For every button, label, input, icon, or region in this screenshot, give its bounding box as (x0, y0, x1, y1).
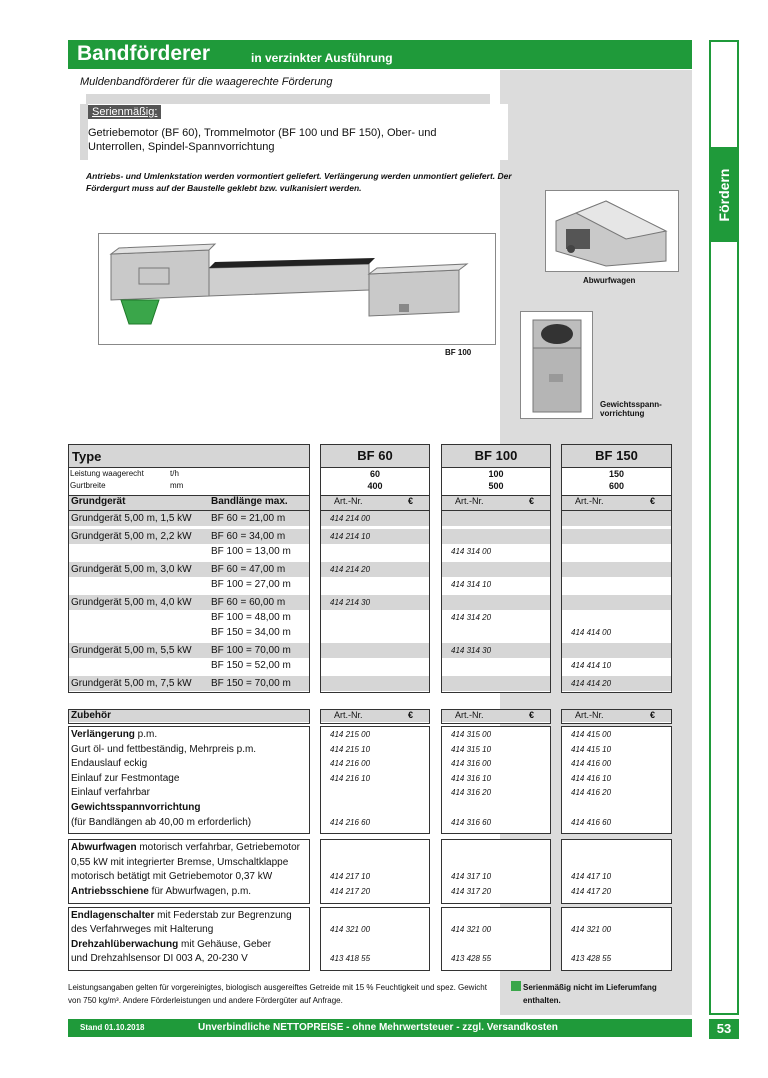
table1-art-nr: 414 214 00 (330, 514, 371, 523)
abwurf-block-row-rest: 0,55 kW mit integrierter Bremse, Umschaltklappe (71, 856, 289, 868)
euro-label-0: € (408, 496, 414, 506)
abwurf-block-art-nr: 414 417 10 (571, 872, 612, 882)
table1-type-header (69, 445, 309, 468)
zubehoer-block-art-nr: 414 415 00 (571, 730, 612, 739)
zubehoer-block-row-text (71, 817, 251, 828)
euro-label-1: € (529, 496, 535, 506)
art-label-0: Art.-Nr. (334, 496, 363, 506)
zubehoer-block-row-rest: Einlauf zur Festmontage (71, 772, 180, 784)
table1-row-name: Grundgerät 5,00 m, 7,5 kW (71, 678, 192, 689)
euro-label: € (650, 710, 656, 720)
table1-art-nr: 414 314 30 (451, 646, 492, 655)
gurtbreite-value-0: 400 (367, 481, 383, 491)
zubehoer-block-row-bold: Verlängerung (71, 729, 135, 740)
table1-row-length: BF 60 = 21,00 m (211, 513, 286, 524)
zubehoer-block-art-nr: 414 316 20 (451, 788, 492, 798)
leistung-label: Leistung waagerecht (70, 469, 144, 478)
type-label: Type (72, 449, 102, 464)
endlagen-block-row-bold: Endlagenschalter (71, 909, 155, 921)
endlagen-block-row-rest: des Verfahrweges mit Halterung (71, 924, 214, 936)
zubehoer-block-art-nr: 414 315 10 (451, 744, 492, 754)
table1-row-length: BF 100 = 48,00 m (211, 612, 291, 623)
abwurf-block-art-nr: 414 317 20 (451, 887, 492, 896)
endlagen-block-row-text (71, 910, 292, 921)
table1-cell-shade (562, 529, 671, 544)
table1-row-name: Grundgerät 5,00 m, 2,2 kW (71, 531, 192, 542)
art-label: Art.-Nr. (334, 710, 363, 720)
table1-art-nr: 414 414 20 (571, 679, 612, 688)
abwurfwagen-image (545, 190, 679, 272)
endlagen-block-row-bold: Drehzahlüberwachung (71, 938, 179, 950)
abwurf-block-row-bold: Antriebsschiene (71, 886, 149, 897)
art-label-2: Art.-Nr. (575, 496, 604, 506)
endlagen-block-art-nr: 413 428 55 (451, 954, 492, 964)
table1-row-length: BF 150 = 52,00 m (211, 660, 291, 671)
leistung-value-0: 60 (369, 469, 380, 479)
page-number: 53 (709, 1019, 739, 1039)
footnote: Leistungsangaben gelten für vorgereinigtes, biologisch ausgereiftes Getreide mit 15 % Feuchtigkeit und spez. Gewicht von 750 kg/m³. Andere Förderleistungen und andere Fördergüter auf Anfrage. (68, 983, 487, 1005)
model-header-1: BF 100 (442, 445, 550, 468)
footer-stand: Stand 01.10.2018 (80, 1023, 145, 1032)
table1-row-name: Grundgerät 5,00 m, 3,0 kW (71, 564, 192, 575)
table1-row-length: BF 60 = 34,00 m (211, 531, 286, 542)
abwurf-block-row-text (71, 842, 300, 853)
zubehoer-label: Zubehör (71, 710, 111, 721)
table1-row-name: Grundgerät 5,00 m, 5,5 kW (71, 645, 192, 656)
abwurf-block-art-nr: 414 217 20 (330, 887, 371, 896)
table1-cell-shade (321, 676, 429, 691)
page-subtitle: Muldenbandförderer für die waagerechte Förderung (80, 76, 333, 88)
model-header-2: BF 150 (562, 445, 671, 468)
table1-row-length: BF 100 = 70,00 m (211, 645, 291, 656)
table1-art-nr: 414 214 10 (330, 532, 371, 541)
leistung-value-1: 100 (488, 469, 504, 479)
zubehoer-block-row-text (71, 744, 256, 755)
side-tab (711, 147, 737, 242)
zubehoer-block-art-nr: 414 315 00 (451, 730, 492, 739)
zubehoer-block-art-nr: 414 215 10 (330, 744, 371, 754)
table1-row-name: Grundgerät 5,00 m, 1,5 kW (71, 513, 192, 524)
zubehoer-block-art-nr: 414 316 10 (451, 773, 492, 783)
zubehoer-block-art-nr: 414 416 00 (571, 759, 612, 769)
serien-text: Getriebemotor (BF 60), Trommelmotor (BF 100 und BF 150), Ober- und Unterrollen, Spindel-Spannvorrichtung (88, 127, 437, 153)
endlagen-block-art-nr: 413 418 55 (330, 954, 371, 964)
bandlaenge-label: Bandlänge max. (211, 496, 288, 507)
zubehoer-block-art-nr: 414 216 60 (330, 817, 371, 827)
zubehoer-block-row-text (71, 758, 147, 769)
zubehoer-block-art-nr: 414 216 00 (330, 759, 371, 769)
model-header-0: BF 60 (321, 445, 429, 468)
endlagen-block-row-text (71, 939, 271, 950)
legend-text: Serienmäßig nicht im Lieferumfang enthalten. (523, 983, 657, 1005)
zubehoer-block-art-nr: 414 216 10 (330, 773, 371, 783)
abwurf-block-art-nr: 414 417 20 (571, 887, 612, 896)
zubehoer-block-row-rest: Gurt öl- und fettbeständig, Mehrpreis p.m. (71, 743, 257, 755)
legend-swatch (511, 981, 521, 991)
title-bar (68, 40, 692, 69)
abwurfwagen-caption: Abwurfwagen (583, 276, 636, 285)
table1-row-name: Grundgerät 5,00 m, 4,0 kW (71, 597, 192, 608)
zubehoer-block-art-nr: 414 416 20 (571, 788, 612, 798)
zubehoer-block-row-text (71, 787, 150, 798)
table1-art-nr: 414 214 20 (330, 565, 371, 574)
zubehoer-block-art-nr: 414 215 00 (330, 730, 371, 739)
table1-art-nr: 414 414 00 (571, 628, 612, 637)
table1-cell-shade (442, 676, 550, 691)
abwurf-block-row-rest: für Abwurfwagen, p.m. (148, 886, 252, 897)
side-tab-label: Fördern (716, 168, 732, 222)
abwurf-block-row-text (71, 871, 272, 882)
table1-row-length: BF 150 = 70,00 m (211, 678, 291, 689)
gewichtsspann-caption: Gewichtsspann-vorrichtung (600, 400, 662, 418)
table1-row-length: BF 100 = 13,00 m (211, 546, 291, 557)
abwurf-block-row-rest: motorisch betätigt mit Getriebemotor 0,37 kW (71, 871, 273, 883)
page-title-suffix: in verzinkter Ausführung (251, 51, 393, 65)
zubehoer-block-art-nr: 414 416 60 (571, 817, 612, 827)
endlagen-block-row-rest: mit Federstab zur Begrenzung (154, 909, 292, 921)
table1-art-nr: 414 314 20 (451, 613, 492, 622)
zubehoer-block-row-bold: Gewichtsspannvorrichtung (71, 802, 201, 813)
table1-cell-shade (562, 511, 671, 526)
zubehoer-block-art-nr: 414 415 10 (571, 744, 612, 754)
table1-cell-shade (442, 562, 550, 577)
art-label: Art.-Nr. (575, 710, 604, 720)
zubehoer-block-art-nr: 414 316 60 (451, 817, 492, 827)
zubehoer-block-row-rest: (für Bandlängen ab 40,00 m erforderlich) (71, 816, 252, 828)
endlagen-block-row-text (71, 953, 248, 964)
zubehoer-block-row-text (71, 773, 179, 784)
euro-label-2: € (650, 496, 656, 506)
table1-row-length: BF 100 = 27,00 m (211, 579, 291, 590)
leistung-value-2: 150 (608, 469, 625, 479)
table1-cell-shade (562, 595, 671, 610)
table1-row-length: BF 60 = 47,00 m (211, 564, 286, 575)
table1-art-nr: 414 314 10 (451, 580, 492, 589)
gurtbreite-value-2: 600 (608, 481, 625, 491)
euro-label: € (408, 710, 414, 720)
table1-row-length: BF 60 = 60,00 m (211, 597, 286, 608)
delivery-note: Antriebs- und Umlenkstation werden vormontiert geliefert. Verlängerung werden unmontiert geliefert. Der Fördergurt muss auf der Baustelle geklebt bzw. vulkanisiert werden. (86, 171, 512, 193)
table1-cell-shade (321, 643, 429, 658)
abwurf-block-row-text (71, 886, 251, 897)
endlagen-block-row-rest: mit Gehäuse, Geber (178, 938, 272, 950)
zubehoer-block-row-text (71, 802, 200, 813)
art-label: Art.-Nr. (455, 710, 484, 720)
abwurf-block-row-bold: Abwurfwagen (71, 842, 137, 854)
footer-text: Unverbindliche NETTOPREISE - ohne Mehrwertsteuer - zzgl. Versandkosten (198, 1022, 558, 1033)
endlagen-block-art-nr: 414 321 00 (330, 925, 371, 935)
table1-cell-shade (442, 511, 550, 526)
abwurf-block-row-text (71, 857, 288, 868)
table1-art-nr: 414 414 10 (571, 661, 612, 670)
serien-label: Serienmäßig: (88, 105, 161, 119)
endlagen-block-art-nr: 414 321 00 (451, 925, 492, 935)
table1-row-length: BF 150 = 34,00 m (211, 627, 291, 638)
zubehoer-block-art-nr: 414 316 00 (451, 759, 492, 769)
gurtbreite-value-1: 500 (488, 481, 504, 491)
abwurf-block-row-rest: motorisch verfahrbar, Getriebemotor (136, 842, 300, 854)
table1-art-nr: 414 214 30 (330, 598, 371, 607)
table1-cell-shade (562, 562, 671, 577)
page-title: Bandförderer (77, 42, 211, 65)
endlagen-block-art-nr: 414 321 00 (571, 925, 612, 935)
conveyor-caption: BF 100 (445, 348, 472, 357)
footer-bar (68, 1019, 692, 1037)
table1-cell-shade (442, 529, 550, 544)
table1-cell-shade (442, 595, 550, 610)
endlagen-block-row-rest: und Drehzahlsensor DI 003 A, 20-230 V (71, 953, 248, 965)
euro-label: € (529, 710, 535, 720)
leistung-unit: t/h (170, 469, 179, 478)
gurtbreite-label: Gurtbreite (70, 481, 106, 490)
abwurf-block-art-nr: 414 317 10 (451, 872, 492, 882)
art-label-1: Art.-Nr. (455, 496, 484, 506)
conveyor-image (98, 233, 496, 345)
abwurf-block-art-nr: 414 217 10 (330, 872, 371, 882)
table1-cell-shade (562, 643, 671, 658)
zubehoer-block-row-rest: Endauslauf eckig (71, 758, 148, 770)
gurtbreite-unit: mm (170, 481, 184, 490)
grundgeraet-label: Grundgerät (71, 496, 126, 507)
zubehoer-block-row-text (71, 729, 157, 740)
zubehoer-block-row-rest: Einlauf verfahrbar (71, 787, 150, 799)
zubehoer-block-row-rest: p.m. (134, 729, 158, 740)
gewichtsspann-image (520, 311, 593, 419)
zubehoer-block-art-nr: 414 416 10 (571, 773, 612, 783)
table1-art-nr: 414 314 00 (451, 547, 492, 556)
endlagen-block-row-text (71, 924, 213, 935)
endlagen-block-art-nr: 413 428 55 (571, 954, 612, 964)
